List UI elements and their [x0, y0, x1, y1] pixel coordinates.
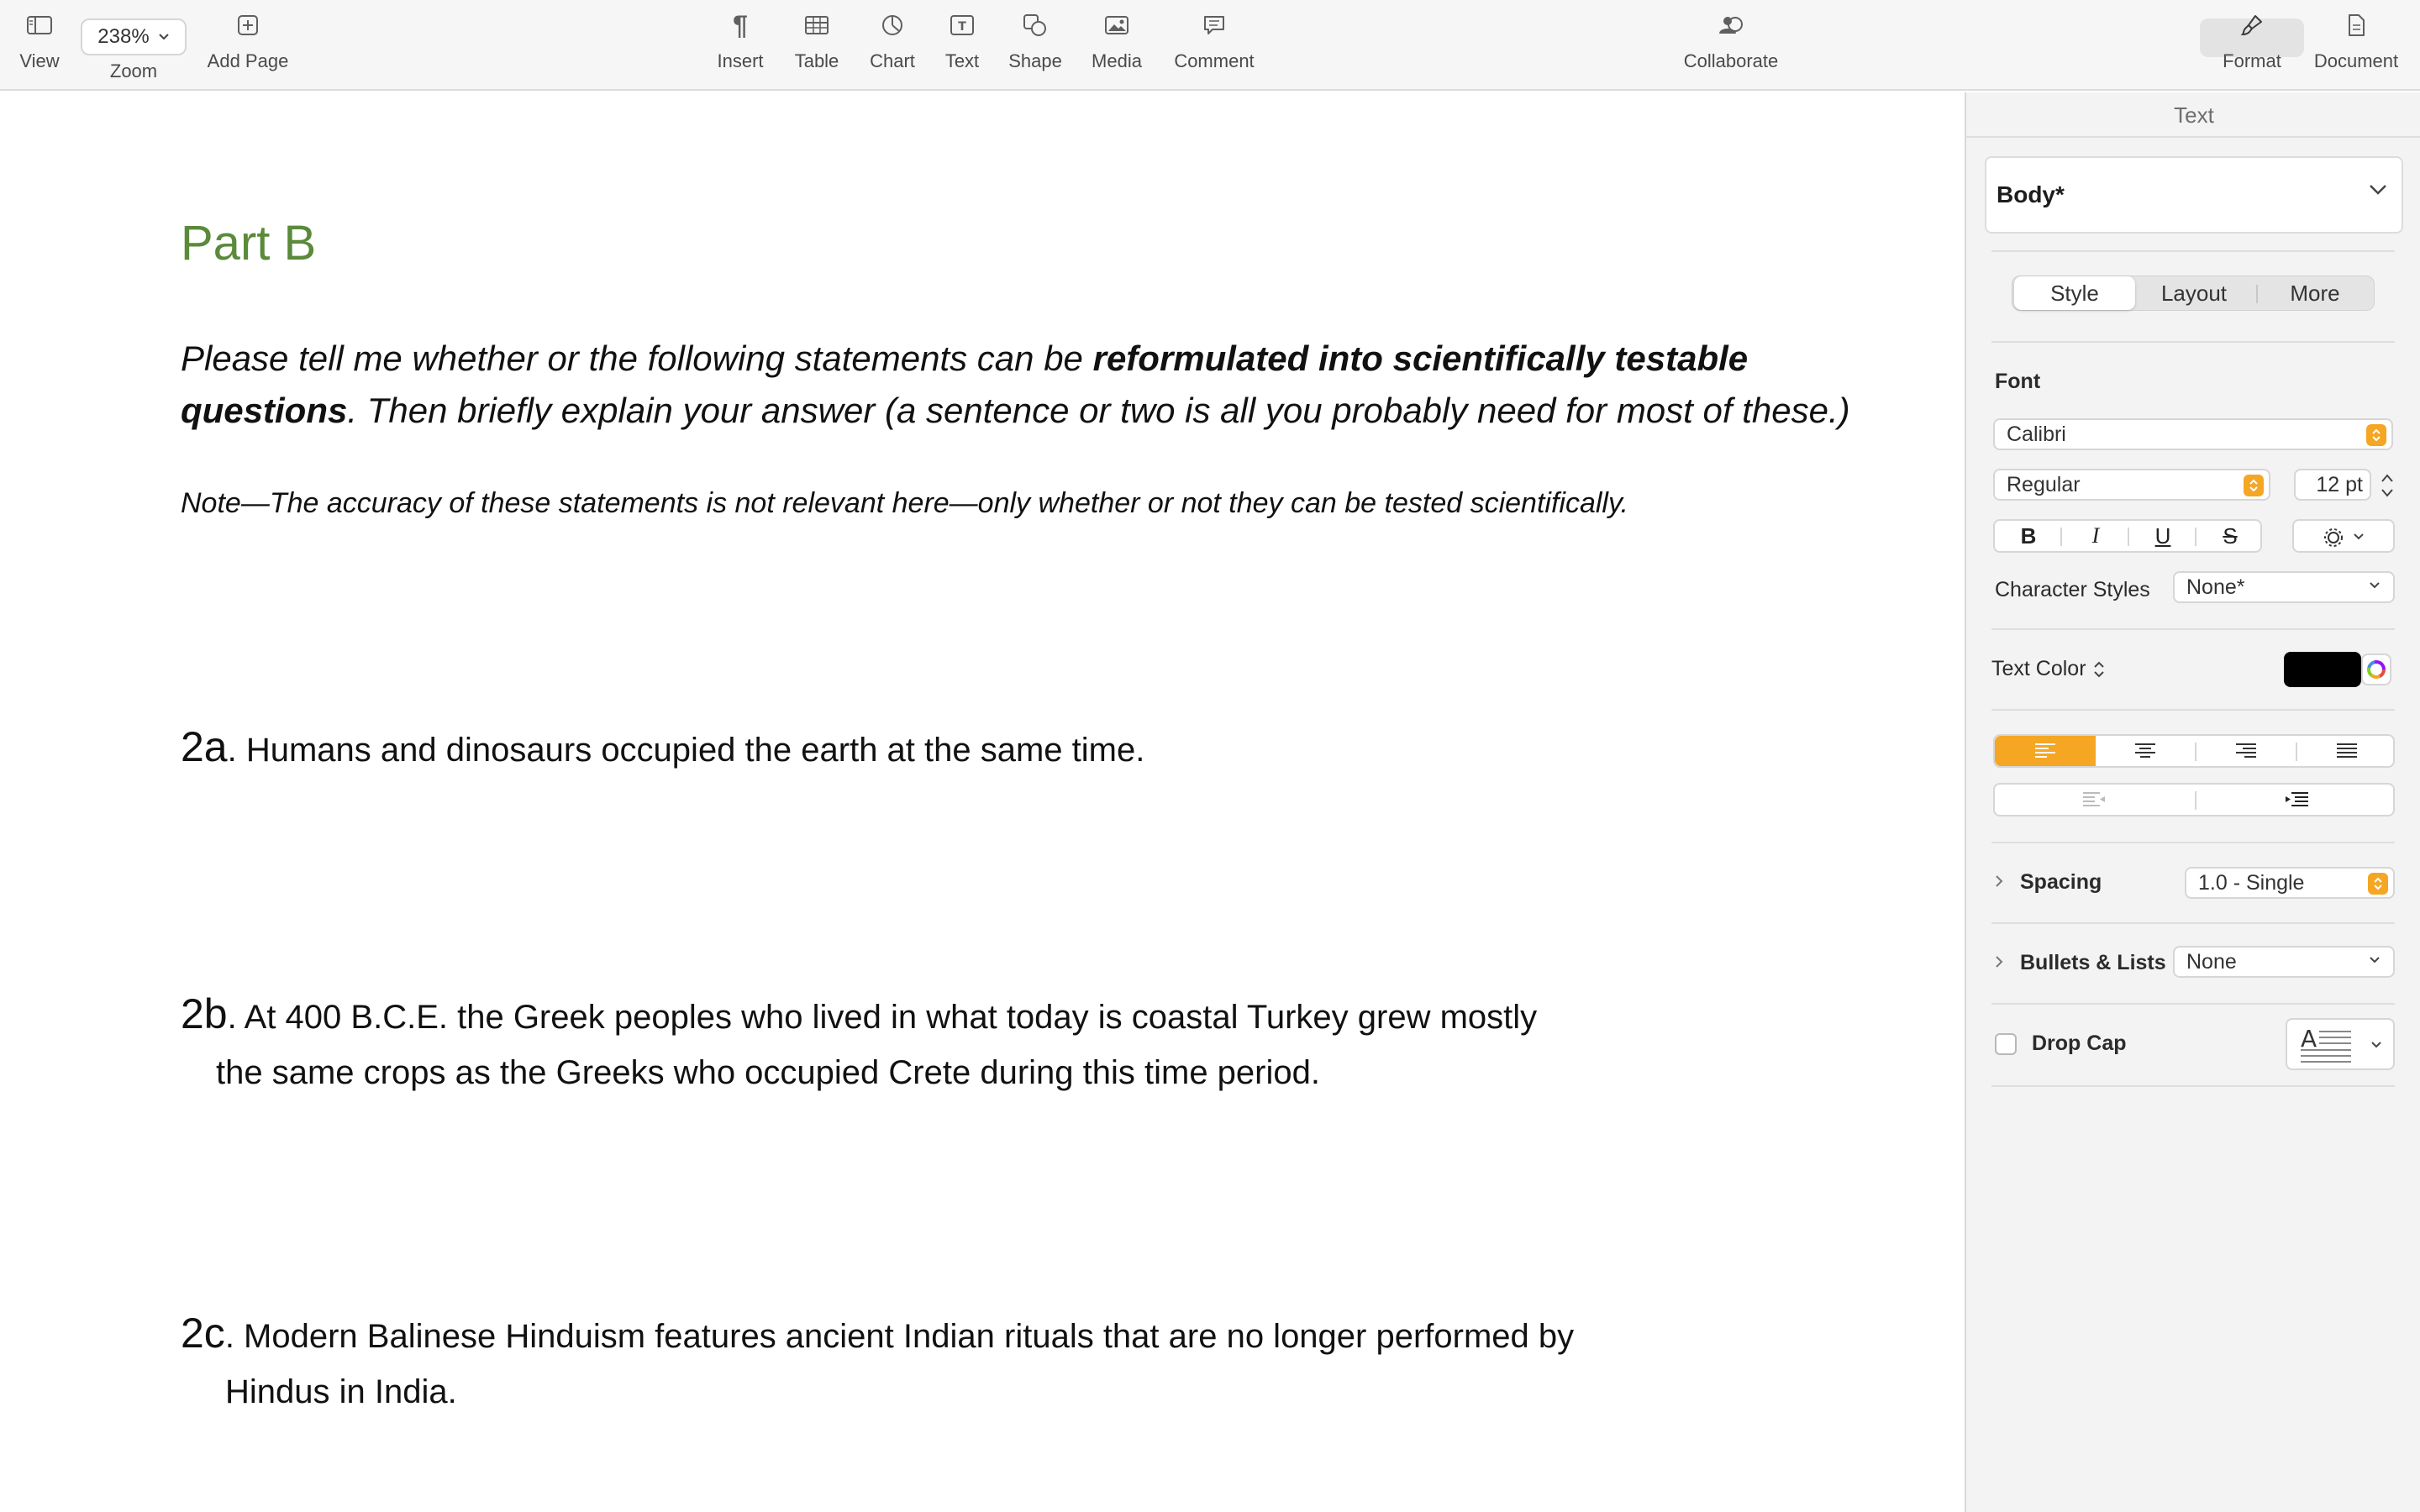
question-2c[interactable] — [181, 1305, 1574, 1420]
font-typeface-value: Regular — [2007, 472, 2081, 496]
decrease-indent-icon — [2081, 790, 2108, 809]
popup-arrows-icon — [2368, 873, 2388, 895]
tab-more[interactable]: More — [2290, 280, 2340, 306]
divider — [1991, 250, 2395, 252]
paragraph-style-name: Body* — [1996, 181, 2065, 207]
spacing-popup[interactable] — [2185, 867, 2395, 899]
instructions-paragraph[interactable] — [181, 333, 1850, 437]
collaborate-button[interactable] — [1674, 0, 1788, 91]
format-label: Format — [2223, 50, 2281, 71]
comment-label: Comment — [1174, 50, 1255, 71]
table-label: Table — [794, 50, 839, 71]
document-icon — [2347, 0, 2365, 50]
align-right-button[interactable] — [2196, 736, 2296, 766]
font-size-field[interactable] — [2294, 469, 2371, 501]
divider — [1991, 341, 2395, 343]
divider — [1991, 842, 2395, 843]
align-center-button[interactable] — [2096, 736, 2195, 766]
disclosure-chevron-icon[interactable] — [1993, 954, 2005, 969]
align-left-button[interactable] — [1995, 736, 2096, 766]
prompt-line2-text: . Then briefly explain your answer (a sentence or two is all you probably need for most of these.) — [347, 391, 1850, 430]
drop-cap-label: Drop Cap — [2032, 1032, 2127, 1055]
document-button[interactable] — [2309, 0, 2403, 91]
zoom-popup[interactable] — [81, 18, 187, 55]
font-typeface-popup[interactable] — [1993, 469, 2270, 501]
chart-icon — [881, 0, 904, 50]
font-style-buttons — [1993, 519, 2262, 553]
text-box-icon — [950, 0, 975, 50]
divider — [1966, 136, 2420, 138]
character-styles-popup[interactable] — [2173, 571, 2395, 603]
text-color-label: Text Color — [1991, 657, 2086, 680]
popup-arrows-icon — [2244, 475, 2264, 496]
table-button[interactable] — [788, 0, 845, 91]
note-paragraph[interactable]: Note—The accuracy of these statements is not relevant here—only whether or not they can be tested scientifically. — [181, 487, 1628, 519]
format-inspector — [1965, 92, 2420, 1512]
zoom-label: Zoom — [109, 60, 158, 81]
font-size-stepper-icon[interactable] — [2378, 469, 2396, 502]
chevron-down-icon — [2368, 954, 2381, 966]
question-2b[interactable] — [181, 986, 1537, 1100]
bullets-lists-label: Bullets & Lists — [2020, 951, 2166, 974]
prompt-line1-bold: reformulated into scientifically testable — [1092, 339, 1749, 378]
color-wheel-icon — [2366, 659, 2386, 680]
add-page-icon — [237, 0, 259, 50]
tab-layout[interactable]: Layout — [2160, 280, 2228, 306]
chart-label: Chart — [870, 50, 915, 71]
text-button[interactable] — [936, 0, 988, 91]
strikethrough-button[interactable]: S — [2223, 522, 2238, 549]
underline-button[interactable]: U — [2154, 522, 2171, 549]
collaborate-icon — [1717, 0, 1745, 50]
alignment-buttons — [1993, 734, 2395, 768]
justify-icon — [2335, 742, 2359, 760]
comment-icon — [1202, 0, 1226, 50]
media-button[interactable] — [1086, 0, 1148, 91]
shape-button[interactable] — [1005, 0, 1065, 91]
align-center-icon — [2133, 742, 2157, 760]
text-color-swatch[interactable] — [2284, 652, 2361, 687]
prompt-line1-text: Please tell me whether or the following statements can be — [181, 339, 1093, 378]
divider — [1991, 709, 2395, 711]
divider — [1991, 1003, 2395, 1005]
chevron-down-icon — [2370, 1040, 2383, 1050]
question-text: . Humans and dinosaurs occupied the earth at the same time. — [227, 732, 1145, 769]
chevron-down-icon — [2353, 533, 2365, 541]
table-icon — [804, 0, 829, 50]
inspector-tabs — [2012, 276, 2375, 311]
add-page-label: Add Page — [207, 50, 289, 71]
spacing-label: Spacing — [2020, 870, 2102, 894]
font-family-value: Calibri — [2007, 422, 2066, 446]
question-number: 2c — [181, 1310, 225, 1357]
chevron-down-icon — [158, 33, 170, 41]
font-section-label: Font — [1995, 370, 2041, 393]
media-label: Media — [1092, 50, 1142, 71]
text-color-popup[interactable] — [1991, 657, 2105, 681]
question-2a[interactable] — [181, 719, 1144, 778]
up-down-arrows-icon — [2093, 660, 2105, 679]
chevron-down-icon — [2368, 580, 2381, 591]
shape-label: Shape — [1008, 50, 1062, 71]
pilcrow-icon: ¶ — [733, 9, 748, 40]
bullets-lists-value: None — [2186, 949, 2237, 974]
chart-button[interactable] — [865, 0, 919, 91]
zoom-control[interactable] — [81, 0, 187, 91]
spacing-value: 1.0 - Single — [2198, 870, 2305, 895]
italic-button[interactable]: I — [2091, 523, 2100, 548]
indent-buttons — [1993, 783, 2395, 816]
align-left-icon — [2033, 742, 2057, 760]
question-text: . Modern Balinese Hinduism features ancient Indian rituals that are no longer performed by — [224, 1318, 1575, 1355]
zoom-value: 238% — [97, 25, 150, 48]
paintbrush-icon — [2240, 0, 2264, 50]
bold-button[interactable]: B — [2020, 522, 2037, 549]
drop-cap-style-popup[interactable] — [2286, 1018, 2395, 1070]
document-canvas[interactable] — [0, 92, 1965, 1512]
insert-label: Insert — [717, 50, 764, 71]
justify-button[interactable] — [2297, 736, 2396, 766]
font-family-popup[interactable] — [1993, 418, 2393, 450]
add-page-button[interactable] — [202, 0, 294, 91]
insert-button[interactable] — [711, 0, 770, 91]
part-title[interactable]: Part B — [181, 216, 317, 270]
tab-style[interactable]: Style — [2014, 276, 2135, 310]
drop-cap-preview-icon — [2299, 1025, 2354, 1065]
photo-icon — [1104, 0, 1129, 50]
paragraph-style-popup[interactable] — [1985, 156, 2403, 234]
divider — [1991, 922, 2395, 924]
bullets-lists-popup[interactable] — [2173, 946, 2395, 978]
gear-icon — [2323, 527, 2344, 549]
align-right-icon — [2234, 742, 2258, 760]
toolbar — [0, 0, 2420, 91]
divider — [1991, 1085, 2395, 1087]
drop-cap-checkbox[interactable] — [1995, 1033, 2017, 1055]
sidebar-icon — [26, 0, 53, 50]
shape-icon — [1023, 0, 1048, 50]
document-label: Document — [2313, 50, 2399, 71]
format-button[interactable] — [2210, 0, 2294, 91]
question-text-continued: the same crops as the Greeks who occupied Crete during this time period. — [216, 1054, 1320, 1091]
svg-text:A: A — [2301, 1025, 2317, 1053]
popup-arrows-icon — [2366, 424, 2386, 446]
question-number: 2b — [181, 990, 228, 1037]
text-options-button[interactable] — [2292, 519, 2395, 553]
prompt-line2-bold: questions — [181, 391, 348, 430]
increase-indent-icon — [2283, 790, 2310, 809]
character-styles-label: Character Styles — [1995, 578, 2150, 601]
text-label: Text — [944, 50, 980, 71]
inspector-title: Text — [2174, 102, 2214, 128]
character-styles-value: None* — [2186, 575, 2245, 599]
increase-indent-button[interactable] — [2196, 785, 2396, 815]
view-label: View — [19, 50, 60, 71]
question-text-continued: Hindus in India. — [225, 1373, 457, 1410]
decrease-indent-button[interactable] — [1995, 785, 2195, 815]
disclosure-chevron-icon[interactable] — [1993, 874, 2005, 889]
question-text: . At 400 B.C.E. the Greek peoples who lived in what today is coastal Turkey grew mostly — [227, 999, 1538, 1036]
collaborate-label: Collaborate — [1683, 50, 1779, 71]
comment-button[interactable] — [1168, 0, 1260, 91]
view-button[interactable] — [10, 0, 69, 91]
font-size-value: 12 pt — [2316, 472, 2363, 496]
question-number: 2a — [181, 723, 228, 770]
color-wheel-button[interactable] — [2361, 654, 2391, 685]
divider — [1991, 628, 2395, 630]
svg-text:T: T — [958, 20, 966, 34]
chevron-down-icon — [2368, 183, 2388, 197]
